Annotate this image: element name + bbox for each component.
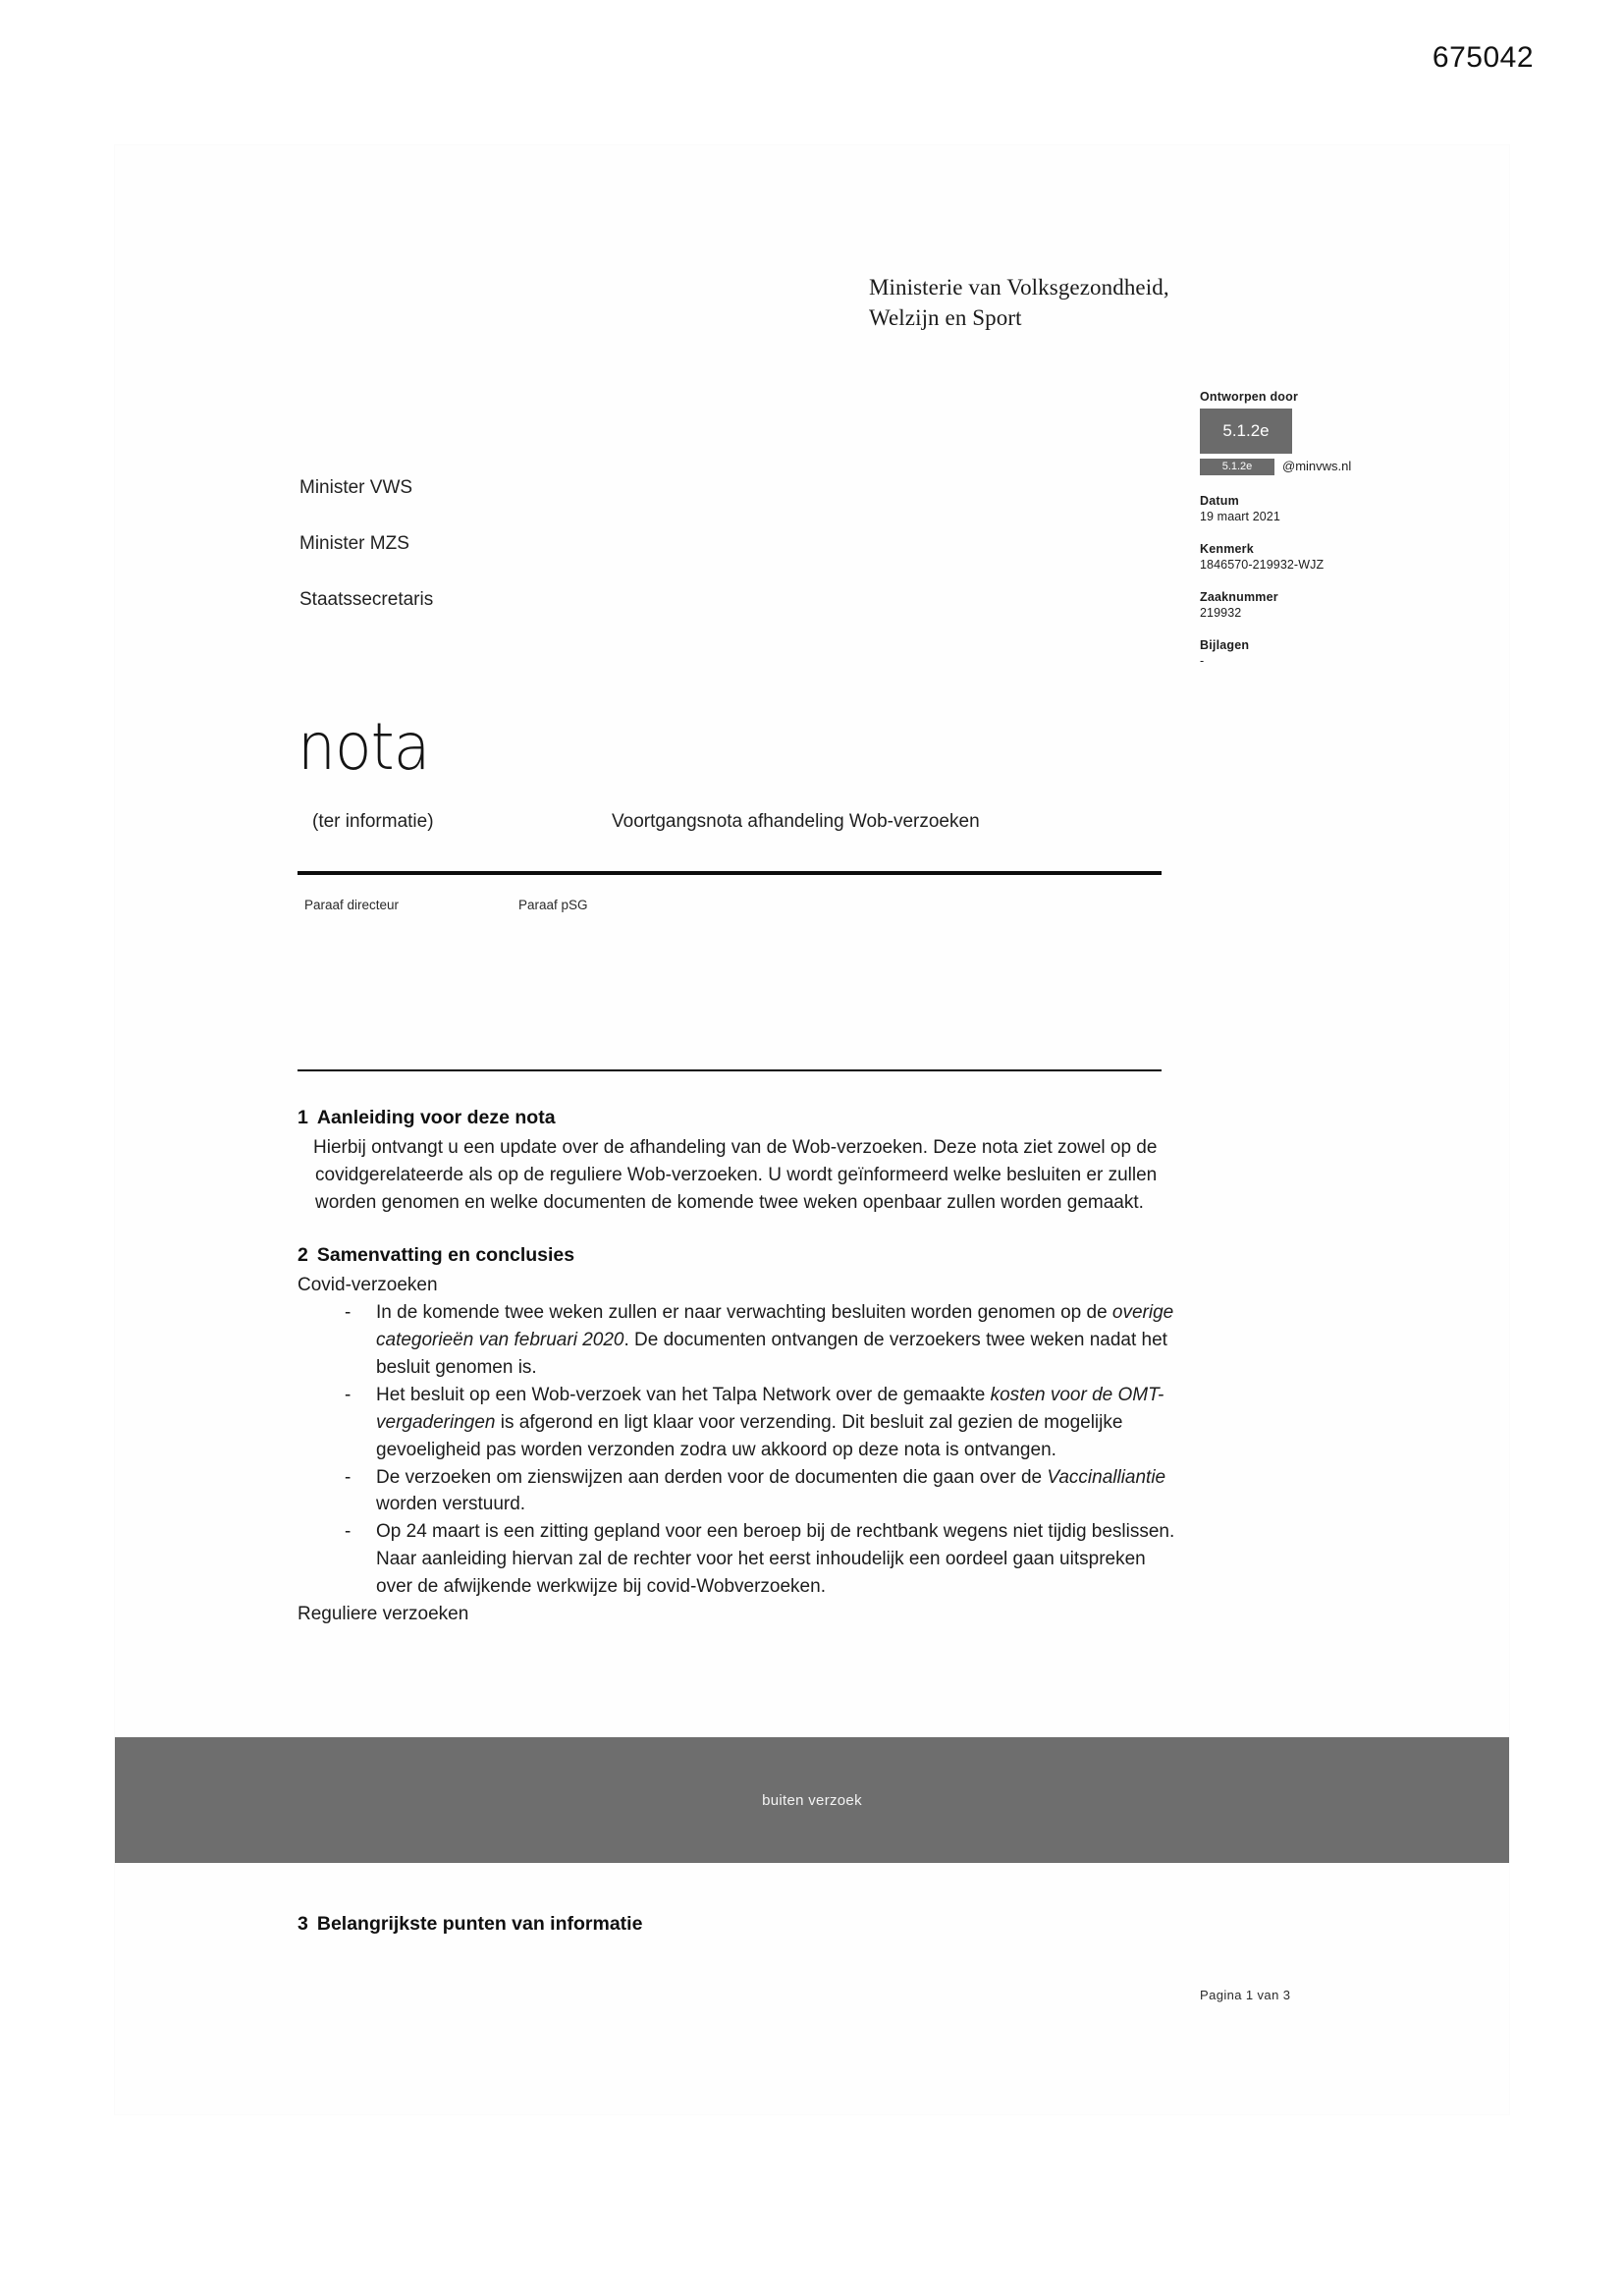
- list-item: [337, 1518, 1181, 1601]
- section-1-paragraph: Hierbij ontvangt u een update over de afhandeling van de Wob-verzoeken. Deze nota ziet zowel op de covidgerelateerde als op de reguliere Wob-verzoeken. U wordt geïnformeerd welke besluiten er zullen worden genomen en welke documenten de komende twee weken openbaar zullen worden gemaakt.: [313, 1136, 1158, 1213]
- meta-group-zaaknummer: [1200, 589, 1455, 621]
- meta-value-kenmerk: 1846570-219932-WJZ: [1200, 558, 1325, 573]
- list-item: [337, 1464, 1181, 1519]
- ministry-header: [869, 273, 1169, 333]
- document-body: [298, 1104, 1181, 1628]
- ministry-header-line-1: Ministerie van Volksgezondheid,: [869, 275, 1169, 300]
- addressee-staatssecretaris: Staatssecretaris: [299, 589, 434, 610]
- meta-value-zaaknummer: 219932: [1200, 606, 1242, 621]
- document-scan-number: 675042: [1432, 41, 1534, 74]
- section-2-subheading-covid: Covid-verzoeken: [298, 1275, 438, 1296]
- paraaf-directeur-label: Paraaf directeur: [304, 898, 400, 912]
- bullet-3-text-part-1: De verzoeken om zienswijzen aan derden voor de documenten die gaan over de: [376, 1466, 1048, 1488]
- bullet-1-italic: overige categorieën van februari 2020: [376, 1302, 1174, 1350]
- subtitle-row: [312, 811, 1166, 833]
- redaction-box-email-user: 5.1.2e: [1200, 459, 1274, 475]
- section-2-heading: [298, 1241, 1181, 1270]
- list-item: [337, 1299, 1181, 1382]
- bullet-2-text-part-2: is afgerond en ligt klaar voor verzending. Dit besluit zal gezien de mogelijke gevoeligheid pas worden verzonden zodra uw akkoord op deze nota is ontvangen.: [376, 1411, 1123, 1460]
- email-domain-text: @minvws.nl: [1282, 459, 1352, 474]
- section-3-heading: [298, 1913, 642, 1936]
- section-3-number: 3: [298, 1913, 308, 1935]
- meta-value-bijlagen: -: [1200, 654, 1205, 669]
- section-1: [298, 1104, 1181, 1216]
- section-2-title: Samenvatting en conclusies: [316, 1244, 575, 1267]
- section-1-heading: [298, 1104, 1181, 1132]
- bullet-2-italic: kosten voor de OMT-vergaderingen: [376, 1384, 1164, 1433]
- subtitle-kind: (ter informatie): [312, 811, 434, 832]
- bullet-3-text-part-2: worden verstuurd.: [376, 1494, 526, 1515]
- bullet-2-text-part-1: Het besluit op een Wob-verzoek van het Talpa Network over de gemaakte: [376, 1384, 991, 1405]
- meta-group-bijlagen: [1200, 637, 1455, 669]
- bullet-1-text-part-1: In de komende twee weken zullen er naar verwachting besluiten worden genomen op de: [376, 1302, 1112, 1323]
- paraaf-psg-label: Paraaf pSG: [518, 898, 588, 912]
- redaction-band-label: buiten verzoek: [762, 1791, 862, 1809]
- meta-label-zaaknummer: Zaaknummer: [1200, 590, 1278, 605]
- meta-label-ontworpen-door: Ontworpen door: [1200, 390, 1299, 404]
- section-2-bullet-list: [298, 1299, 1181, 1601]
- section-2-subheading-regulier: Reguliere verzoeken: [298, 1604, 469, 1625]
- list-item: [337, 1382, 1181, 1464]
- section-3-title: Belangrijkste punten van informatie: [316, 1913, 643, 1935]
- meta-label-kenmerk: Kenmerk: [1200, 542, 1254, 557]
- spacer-after-section-1: [298, 1216, 1181, 1241]
- page-footer: Pagina 1 van 3: [1200, 1988, 1291, 2002]
- addressee-minister-mzs: Minister MZS: [299, 533, 409, 554]
- bullet-4-text-part-1: Op 24 maart is een zitting gepland voor een beroep bij de rechtbank wegens niet tijdig beslissen. Naar aanleiding hiervan zal de rechter voor het eerst inhoudelijk een oordeel gaan uitspreken over de afwijkende werkwijze bij covid-Wobverzoeken.: [376, 1521, 1175, 1598]
- meta-label-datum: Datum: [1200, 494, 1239, 509]
- section-2: [298, 1241, 1181, 1628]
- section-2-number: 2: [298, 1244, 308, 1267]
- section-1-number: 1: [298, 1107, 308, 1128]
- meta-label-bijlagen: Bijlagen: [1200, 638, 1250, 653]
- divider-bottom: [298, 1069, 1162, 1071]
- redaction-box-author-name: 5.1.2e: [1200, 409, 1292, 454]
- metadata-sidebar: [1200, 389, 1455, 685]
- paraaf-row: [304, 898, 588, 912]
- meta-group-kenmerk: [1200, 541, 1455, 573]
- bullet-1-text-part-2: . De documenten ontvangen de verzoekers twee weken nadat het besluit genomen is.: [376, 1329, 1167, 1378]
- bullet-3-italic: Vaccinalliantie: [1047, 1466, 1166, 1488]
- addressee-minister-vws: Minister VWS: [299, 477, 413, 498]
- meta-email-row: [1200, 459, 1455, 475]
- section-1-title: Aanleiding voor deze nota: [316, 1107, 556, 1128]
- subtitle-text: Voortgangsnota afhandeling Wob-verzoeken: [612, 811, 980, 832]
- page-title: nota: [298, 709, 430, 785]
- divider-top: [298, 871, 1162, 875]
- redaction-band-buiten-verzoek: [115, 1737, 1509, 1863]
- meta-group-datum: [1200, 493, 1455, 524]
- addressee-block: [299, 478, 433, 646]
- meta-value-datum: 19 maart 2021: [1200, 510, 1280, 524]
- ministry-header-line-2: Welzijn en Sport: [869, 304, 1022, 330]
- meta-group-ontworpen-door: [1200, 389, 1455, 475]
